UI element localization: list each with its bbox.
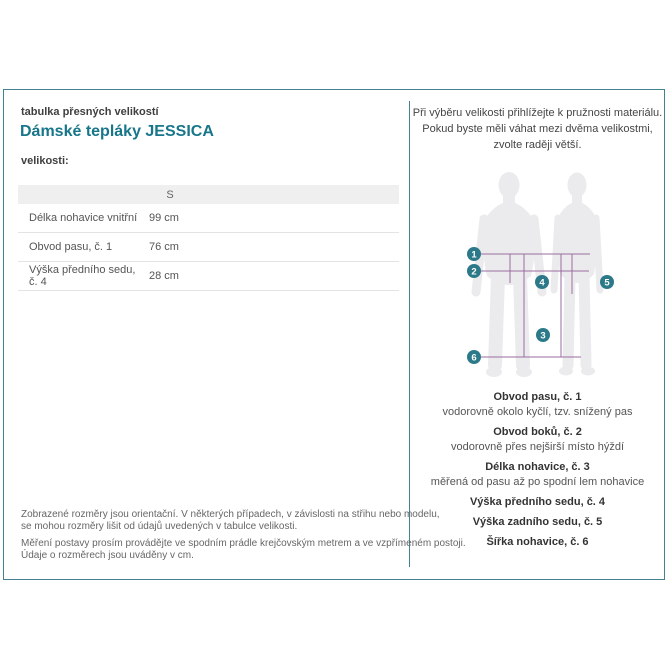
measure-label: Délka nohavice vnitřní [18,204,141,233]
advice-line: Při výběru velikosti přihlížejte k pružnosti materiálu. [412,107,663,119]
disclaimer-line: se mohou rozměry lišit od údajů uvedených v tabulce velikosti. [21,520,298,532]
marker-4-label: 4 [539,277,545,289]
table-row [18,233,399,262]
eyebrow-label: tabulka přesných velikostí [21,106,159,118]
figure-front-silhouette [476,172,542,377]
marker-6-label: 6 [471,352,477,364]
marker-6 [467,350,481,364]
legend-item [409,495,666,510]
page-title: Dámské tepláky JESSICA [20,123,214,140]
marker-4 [535,275,549,289]
legend-title: Šířka nohavice, č. 6 [486,536,589,548]
legend-title: Délka nohavice, č. 3 [485,461,590,473]
advice-line: zvolte raději větší. [493,139,582,151]
marker-5 [600,275,614,289]
legend-item [409,390,666,420]
disclaimer-line: Údaje o rozměrech jsou uváděny v cm. [21,550,194,562]
sizing-advice [409,105,666,153]
legend-title: Výška předního sedu, č. 4 [469,496,606,508]
marker-1 [467,247,481,261]
measure-label: Výška předního sedu, č. 4 [18,262,141,291]
legend-desc: měřená od pasu až po spodní lem nohavice [430,476,645,488]
size-table-header-row [18,185,399,204]
measure-value: 76 cm [141,233,199,262]
measure-column-header [18,185,141,204]
size-table [18,185,399,291]
legend-title: Výška zadního sedu, č. 5 [472,516,603,528]
legend-item [409,535,666,550]
table-row [18,262,399,291]
measure-label: Obvod pasu, č. 1 [18,233,141,262]
marker-1-label: 1 [471,249,477,261]
legend-item [409,460,666,490]
disclaimer-line: Zobrazené rozměry jsou orientační. V některých případech, v závislosti na střihu nebo modelu, [21,509,440,520]
legend-title: Obvod pasu, č. 1 [493,391,582,403]
sizes-label: velikosti: [21,155,69,167]
legend-title: Obvod boků, č. 2 [493,426,582,438]
disclaimer-line: Měření postavy prosím provádějte ve spodním prádle krejčovským metrem a ve vzpřímeném postoji. [21,538,466,550]
legend-item [409,425,666,455]
marker-3 [536,328,550,342]
marker-2 [467,264,481,278]
legend-desc: vodorovně přes nejširší místo hýždí [450,441,625,453]
disclaimer-notes [21,509,466,562]
measurement-legend [409,390,666,555]
measure-value: 99 cm [141,204,199,233]
marker-3-label: 3 [540,330,546,342]
measure-value: 28 cm [141,262,199,291]
legend-item [409,515,666,530]
size-chart-panel [3,89,665,580]
table-row [18,204,399,233]
legend-desc: vodorovně okolo kyčlí, tzv. snížený pas [442,406,633,418]
marker-5-label: 5 [604,277,610,289]
advice-line: Pokud byste měli váhat mezi dvěma velikostmi, [422,123,653,135]
marker-2-label: 2 [471,266,477,278]
empty-column-header [199,185,399,204]
size-column-header: S [141,185,199,204]
measurement-diagram [453,164,633,381]
